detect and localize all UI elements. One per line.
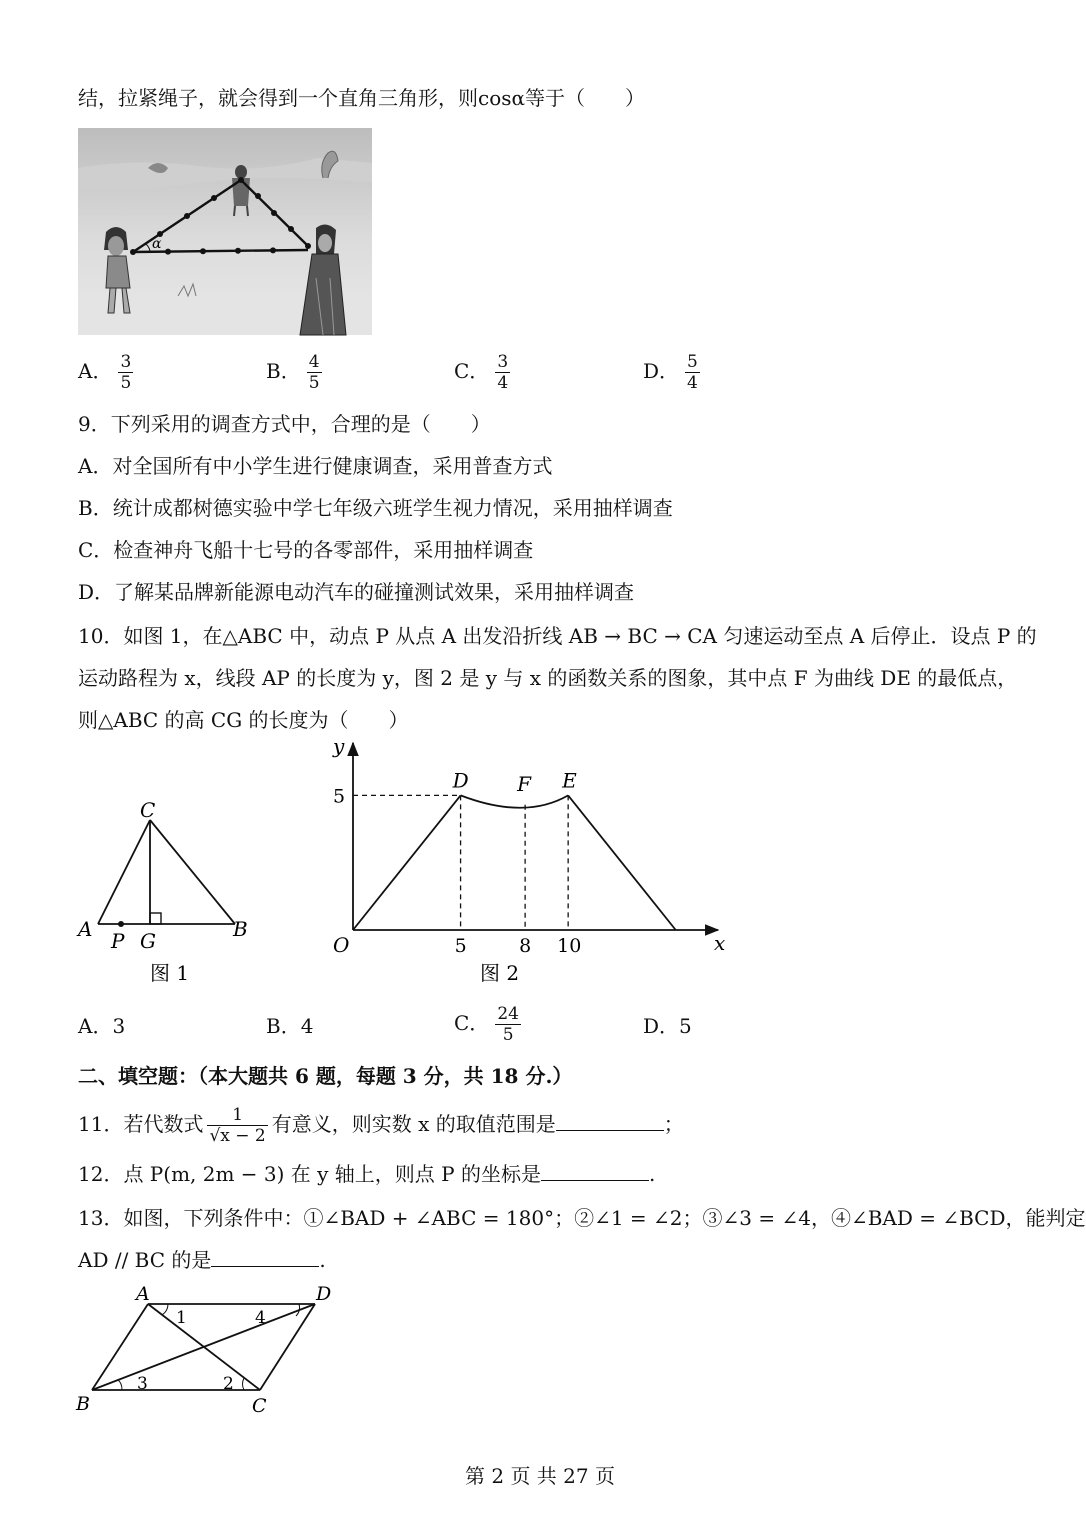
x-axis-label: x <box>714 931 726 955</box>
figure-1-caption: 图 1 <box>150 961 190 985</box>
label-b: B <box>233 917 248 941</box>
q10-option-a: A．3 <box>78 1014 126 1038</box>
q13-line-1: 13．如图，下列条件中：①∠BAD + ∠ABC = 180°；②∠1 = ∠2；③∠3 = ∠4，④∠BAD = ∠BCD，能判定 <box>78 1206 1086 1230</box>
q11-prefix: 11．若代数式 <box>78 1112 204 1136</box>
angle-2-arc <box>243 1378 245 1390</box>
fraction <box>685 352 700 393</box>
q13-end: . <box>319 1248 326 1272</box>
fraction <box>307 352 322 393</box>
origin-label: O <box>333 933 350 957</box>
denominator: 4 <box>687 373 698 393</box>
angle-1-label: 1 <box>176 1308 187 1328</box>
option-label: D． <box>643 359 680 383</box>
denominator: 5 <box>502 1025 514 1045</box>
q12-end: . <box>648 1162 656 1186</box>
q10-option-d: D．5 <box>643 1014 692 1038</box>
fraction <box>495 352 510 393</box>
q8-option-b <box>266 352 322 393</box>
q13-text: AD // BC 的是 <box>78 1248 212 1272</box>
label-c: C <box>252 1395 267 1417</box>
denominator: √x − 2 <box>209 1126 266 1146</box>
q8-option-a <box>78 352 133 393</box>
angle-4-label: 4 <box>255 1308 266 1328</box>
numerator: 4 <box>308 352 320 372</box>
q10-figure-2-chart <box>320 734 726 990</box>
q8-option-d <box>643 352 700 393</box>
option-label: C． <box>454 359 490 383</box>
q10-figure-1 <box>70 790 270 990</box>
section-2-heading: 二、填空题：（本大题共 6 题，每题 3 分，共 18 分.） <box>78 1064 573 1088</box>
right-angle-mark <box>150 913 161 924</box>
denominator: 5 <box>120 373 132 393</box>
numerator: 3 <box>497 352 509 372</box>
q11-answer-blank[interactable] <box>556 1112 664 1131</box>
denominator: 4 <box>497 373 509 393</box>
label-c: C <box>140 798 156 822</box>
q10-option-c <box>454 1004 521 1045</box>
q11-suffix: 有意义，则实数 x 的取值范围是 <box>271 1112 556 1136</box>
label-b: B <box>76 1393 90 1415</box>
q10-option-b: B．4 <box>266 1014 314 1038</box>
point-f-label: F <box>517 771 532 796</box>
label-g: G <box>140 929 156 953</box>
y-axis-label: y <box>333 734 345 758</box>
x-tick-label: 10 <box>557 935 582 957</box>
x-tick-label: 8 <box>519 935 532 957</box>
q12-text: 12．点 P(m, 2m − 3) 在 y 轴上，则点 P 的坐标是 <box>78 1162 541 1186</box>
graph-segment-od <box>353 795 461 930</box>
q13-line-2 <box>78 1246 326 1274</box>
graph-curve-de <box>461 795 569 807</box>
q11 <box>78 1102 684 1146</box>
angle-1-arc <box>162 1304 168 1315</box>
side-bc <box>150 820 235 924</box>
label-p: P <box>111 929 125 953</box>
q12-answer-blank[interactable] <box>541 1162 649 1181</box>
numerator: 3 <box>120 352 132 372</box>
numerator: 24 <box>497 1004 519 1024</box>
label-a: A <box>136 1283 150 1305</box>
point-d-label: D <box>452 768 469 793</box>
q9-option-c: C．检查神舟飞船十七号的各零部件，采用抽样调查 <box>78 538 534 562</box>
q11-fraction <box>207 1105 267 1146</box>
point-e-label: E <box>562 768 577 793</box>
figure-2-caption: 图 2 <box>480 961 520 985</box>
angle-3-arc <box>118 1380 122 1390</box>
q9-option-a: A．对全国所有中小学生进行健康调查，采用普查方式 <box>78 454 553 478</box>
q10-line-3: 则△ABC 的高 CG 的长度为（ ） <box>78 708 409 732</box>
fraction <box>495 1004 521 1045</box>
label-d: D <box>316 1283 332 1305</box>
option-label: C． <box>454 1011 490 1035</box>
q13-parallelogram-figure <box>70 1280 370 1420</box>
q11-end: ； <box>663 1112 684 1136</box>
q8-rope-illustration <box>78 128 372 335</box>
q10-line-2: 运动路程为 x，线段 AP 的长度为 y，图 2 是 y 与 x 的函数关系的图象，其中点 F 为曲线 DE 的最低点， <box>78 666 1018 690</box>
angle-3-label: 3 <box>137 1374 148 1394</box>
angle-2-label: 2 <box>223 1374 234 1394</box>
label-a: A <box>78 917 93 941</box>
radicand: x − 2 <box>220 1126 266 1146</box>
x-tick-label: 5 <box>454 935 467 957</box>
q12 <box>78 1160 655 1188</box>
fraction <box>118 352 133 393</box>
diagonal-bd <box>92 1304 315 1390</box>
option-label: A． <box>78 359 113 383</box>
denominator: 5 <box>308 373 320 393</box>
q8-stem: 结，拉紧绳子，就会得到一个直角三角形，则cosα等于（ ） <box>78 86 646 110</box>
numerator: 5 <box>687 352 698 372</box>
side-ac <box>98 820 150 924</box>
page-footer: 第 2 页 共 27 页 <box>465 1464 615 1488</box>
y-tick-label: 5 <box>333 785 346 808</box>
q9-option-b: B．统计成都树德实验中学七年级六班学生视力情况，采用抽样调查 <box>78 496 673 520</box>
q8-option-c <box>454 352 510 393</box>
q9-option-d: D．了解某品牌新能源电动汽车的碰撞测试效果，采用抽样调查 <box>78 580 635 604</box>
angle-alpha-label: α <box>152 236 162 252</box>
option-label: B． <box>266 359 301 383</box>
q10-line-1: 10．如图 1，在△ABC 中，动点 P 从点 A 出发沿折线 AB → BC → CA 匀速运动至点 A 后停止．设点 P 的 <box>78 624 1037 648</box>
q13-answer-blank[interactable] <box>211 1248 319 1267</box>
numerator: 1 <box>207 1105 267 1126</box>
side-cd <box>260 1304 315 1390</box>
q9-stem: 9．下列采用的调查方式中，合理的是（ ） <box>78 412 491 436</box>
graph-segment-e-end <box>568 795 676 930</box>
point-p-dot <box>118 921 124 927</box>
